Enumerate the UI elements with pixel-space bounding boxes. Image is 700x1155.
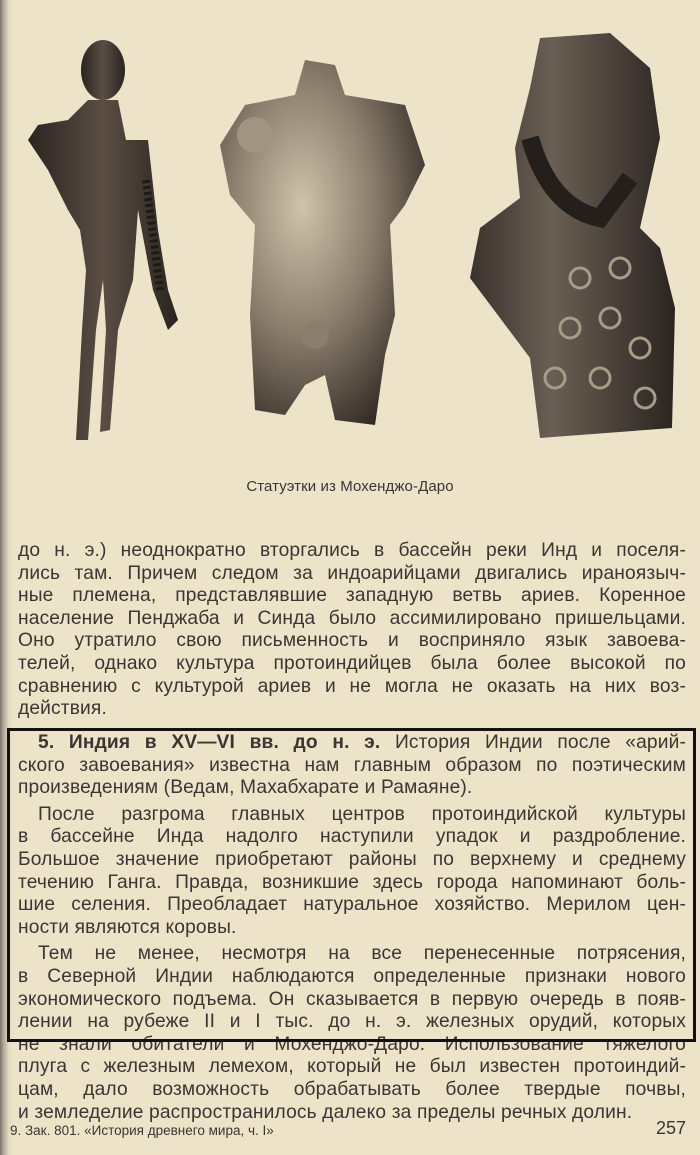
male-torso-statuette: [215, 55, 435, 430]
text-line: плуга с железным лемехом, который не был известен протоиндий-: [18, 1056, 686, 1078]
text-line: ные племена, представлявшие западную ветвь ариев. Коренное: [18, 585, 686, 607]
text-line: После разгрома главных центров протоиндийской культуры: [38, 803, 686, 825]
section-first-line: [18, 732, 686, 755]
priest-king-bust-statuette: [460, 28, 680, 448]
text-line: течению Ганга. Правда, возникшие здесь города напоминают боль-: [18, 871, 686, 893]
text-line: и земледелие распространилось далеко за пределы речных долин.: [18, 1101, 633, 1123]
text-line: ности являются коровы.: [18, 916, 237, 938]
figure-caption: Статуэтки из Мохенджо-Даро: [246, 478, 454, 495]
text-line: экономического подъема. Он сказывается в первую очередь в появ-: [18, 988, 686, 1010]
text-line: в бассейне Инда надолго наступили упадок и раздробление.: [18, 826, 686, 848]
text-line: до н. э.) неоднократно вторгались в бассейн реки Инд и поселя-: [18, 540, 686, 561]
print-signature: 9. Зак. 801. «История древнего мира, ч. I»: [10, 1123, 274, 1138]
text-line: население Пенджаба и Синда было ассимилировано пришельцами.: [18, 607, 686, 629]
text-line: действия.: [18, 698, 107, 720]
text-line: телей, однако культура протоиндийцев была более высокой по: [18, 652, 686, 674]
page-number: 257: [655, 1118, 686, 1138]
section-heading: 5. Индия в XV—VI вв. до н. э.: [38, 732, 381, 753]
bronze-dancing-girl-statuette: [8, 30, 198, 450]
text-line: ского завоевания» известна нам главным образом по поэтическим: [18, 754, 686, 776]
statuettes-figure: [0, 0, 700, 470]
text-line: Оно утратило свою письменность и восприняло язык завоева-: [18, 630, 686, 652]
text-line: лении на рубеже II и I тыс. до н. э. железных орудий, которых: [18, 1011, 686, 1033]
text-line: Большое значение приобретают районы по верхнему и среднему: [18, 848, 686, 870]
text-line: цам, дало возможность обрабатывать более твердые почвы,: [18, 1078, 686, 1100]
text-line: в Северной Индии наблюдаются определенные признаки нового: [18, 965, 686, 987]
text-line: произведениям (Ведам, Махабхарате и Рамаяне).: [18, 777, 473, 799]
paragraph-intro: [18, 540, 686, 721]
text-line: не знали обитатели и Мохенджо-Даро. Использование тяжелого: [18, 1033, 686, 1055]
text-line: сравнению с культурой ариев и не могла не оказать на них воз-: [18, 675, 686, 697]
section-heading-rest: История Индии после «арий-: [394, 732, 686, 753]
text-line: шие селения. Преобладает натуральное хозяйство. Мерилом цен-: [18, 894, 686, 916]
text-line: Тем не менее, несмотря на все перенесенные потрясения,: [38, 943, 686, 965]
section-5: [18, 732, 686, 1124]
text-line: лись там. Причем следом за индоарийцами двигались ираноязыч-: [18, 562, 686, 584]
